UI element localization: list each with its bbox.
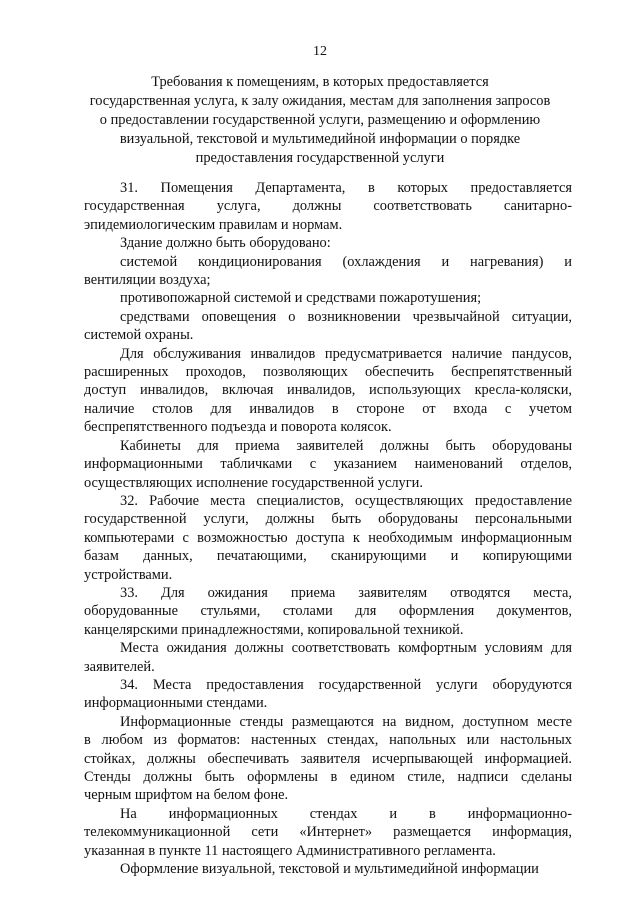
paragraph-line: эпидемиологическим правилам и нормам.: [84, 216, 343, 233]
paragraph-line: в любом из форматов: настенных стендах, напольных или настольных: [84, 732, 572, 749]
heading-line: Требования к помещениям, в которых предоставляется: [151, 74, 489, 90]
paragraph-line: Оформление визуальной, текстовой и мультимедийной информации: [120, 861, 539, 878]
paragraph: [84, 860, 572, 878]
paragraph-line: наличие столов для инвалидов в стороне от входа с учетом: [84, 400, 572, 417]
heading-line: о предоставлении государственной услуги, размещению и оформлению: [99, 112, 541, 128]
paragraph: [84, 308, 572, 345]
paragraph: [84, 345, 572, 437]
paragraph-line: Кабинеты для приема заявителей должны быть оборудованы: [120, 437, 572, 454]
heading-line: государственная услуга, к залу ожидания, местам для заполнения запросов: [89, 93, 551, 109]
body-text: [84, 179, 572, 878]
paragraph: [84, 234, 572, 252]
paragraph-line: противопожарной системой и средствами пожаротушения;: [120, 290, 482, 307]
paragraph-line: На информационных стендах и в информационно-: [120, 805, 572, 822]
paragraph-line: Здание должно быть оборудовано:: [120, 235, 331, 252]
paragraph-line: телекоммуникационной сети «Интернет» размещается информация,: [84, 824, 572, 841]
paragraph-line: оборудованные стульями, столами для оформления документов,: [84, 603, 572, 620]
paragraph-line: указанная в пункте 11 настоящего Административного регламента.: [84, 842, 496, 859]
paragraph-line: Стенды должны быть оформлены в едином стиле, надписи сделаны: [84, 769, 572, 785]
paragraph-line: базам данных, печатающими, сканирующими и копирующими: [84, 548, 572, 565]
heading-line: визуальной, текстовой и мультимедийной информации о порядке: [119, 131, 521, 147]
paragraph-line: 31. Помещения Департамента, в которых предоставляется: [120, 180, 572, 196]
heading-line: предоставления государственной услуги: [195, 150, 445, 166]
paragraph: [84, 805, 572, 860]
section-heading: [60, 73, 580, 168]
paragraph-line: Места ожидания должны соответствовать комфортным условиям для: [120, 640, 572, 657]
paragraph-line: 33. Для ожидания приема заявителям отводятся места,: [120, 584, 572, 601]
paragraph-line: компьютерами с возможностью доступа к необходимым информационным: [84, 529, 572, 546]
paragraph-line: государственной услуги, должны быть оборудованы персональными: [84, 511, 572, 528]
paragraph-line: канцелярскими принадлежностями, копировальной техникой.: [84, 621, 464, 638]
paragraph-line: беспрепятственного подъезда и поворота колясок.: [84, 419, 392, 436]
paragraph-line: устройствами.: [84, 566, 173, 583]
paragraph: [84, 492, 572, 584]
paragraph-line: системой кондиционирования (охлаждения и нагревания) и: [120, 253, 572, 270]
paragraph-line: Для обслуживания инвалидов предусматривается наличие пандусов,: [120, 345, 572, 362]
paragraph: [84, 584, 572, 639]
paragraph-line: информационными стендами.: [84, 695, 268, 712]
paragraph-line: Информационные стенды размещаются на видном, доступном месте: [120, 713, 572, 730]
paragraph: [84, 676, 572, 713]
paragraph-line: средствами оповещения о возникновении чрезвычайной ситуации,: [120, 308, 572, 325]
paragraph: [84, 713, 572, 805]
paragraph-line: государственная услуга, должны соответствовать санитарно-: [84, 198, 572, 215]
paragraph: [84, 289, 572, 307]
page-number: 12: [313, 44, 327, 59]
paragraph-line: доступ инвалидов, включая инвалидов, использующих кресла-коляски,: [84, 382, 572, 399]
paragraph-line: вентиляции воздуха;: [84, 272, 211, 289]
paragraph: [84, 437, 572, 492]
paragraph-line: заявителей.: [84, 658, 155, 675]
paragraph: [84, 639, 572, 676]
paragraph-line: расширенных проходов, позволяющих обеспечить беспрепятственный: [84, 364, 572, 381]
paragraph-line: черным шрифтом на белом фоне.: [84, 787, 289, 804]
paragraph-line: информационными табличками с указанием наименований отделов,: [84, 456, 572, 473]
paragraph: [84, 179, 572, 234]
paragraph-line: 34. Места предоставления государственной услуги оборудуются: [120, 676, 572, 693]
paragraph-line: осуществляющих исполнение государственной услуги.: [84, 474, 423, 491]
paragraph-line: стойках, должны обеспечивать заявителя исчерпывающей информацией.: [84, 750, 572, 767]
paragraph-line: 32. Рабочие места специалистов, осуществляющих предоставление: [120, 492, 572, 509]
paragraph: [84, 253, 572, 290]
paragraph-line: системой охраны.: [84, 327, 194, 344]
